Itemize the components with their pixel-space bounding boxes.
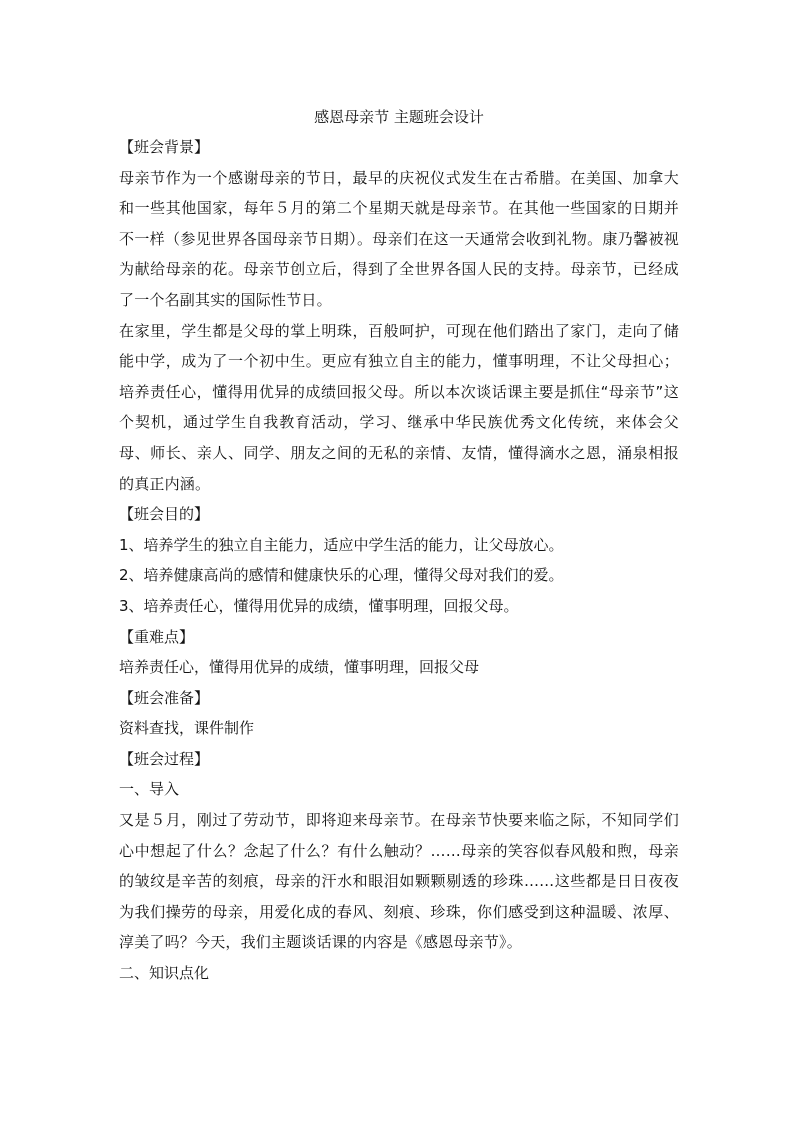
goal-item: 2、培养健康高尚的感情和健康快乐的心理，懂得父母对我们的爱。: [119, 566, 564, 585]
section-heading-key-points: 【重难点】: [119, 627, 195, 646]
subsection-heading-intro: 一、导入: [119, 780, 180, 799]
key-points-text: 培养责任心，懂得用优异的成绩，懂事明理，回报父母: [119, 658, 480, 677]
section-heading-background: 【班会背景】: [119, 138, 210, 156]
section-heading-process: 【班会过程】: [119, 749, 210, 768]
section-heading-preparation: 【班会准备】: [119, 688, 210, 707]
section-heading-goals: 【班会目的】: [119, 505, 210, 524]
background-paragraph-1: 母亲节作为一个感谢母亲的节日，最早的庆祝仪式发生在古希腊。在美国、加拿大和一些其他国家，每年５月的第二个星期天就是母亲节。在其他一些国家的日期并不一样（参见世界各国母亲节日期）。母亲们在这一天通常会收到礼物。康乃馨被视为献给母亲的花。母亲节创立后，得到了全世界各国人民的支持。母亲节，已经成了一个名副其实的国际性节日。: [119, 168, 679, 309]
document-title: 感恩母亲节 主题班会设计: [314, 108, 484, 126]
document-body: [119, 102, 679, 989]
intro-paragraph: 又是５月，刚过了劳动节，即将迎来母亲节。在母亲节快要来临之际，不知同学们心中想起了什么？念起了什么？有什么触动？……母亲的笑容似春风般和煦，母亲的皱纹是辛苦的刻痕，母亲的汗水和眼泪如颗颗剔透的珍珠……这些都是日日夜夜为我们操劳的母亲，用爱化成的春风、刻痕、珍珠，你们感受到这种温暖、浓厚、淳美了吗？今天，我们主题谈话课的内容是《感恩母亲节》。: [119, 811, 679, 952]
background-paragraph-2: 在家里，学生都是父母的掌上明珠，百般呵护，可现在他们踏出了家门，走向了储能中学，成为了一个初中生。更应有独立自主的能力，懂事明理，不让父母担心；培养责任心，懂得用优异的成绩回报父母。所以本次谈话课主要是抓住“母亲节”这个契机，通过学生自我教育活动，学习、继承中华民族优秀文化传统，来体会父母、师长、亲人、同学、朋友之间的无私的亲情、友情，懂得滴水之恩，涌泉相报的真正内涵。: [119, 321, 679, 493]
preparation-text: 资料查找，课件制作: [119, 719, 255, 738]
goal-item: 3、培养责任心，懂得用优异的成绩，懂事明理，回报父母。: [119, 596, 519, 615]
subsection-heading-knowledge: 二、知识点化: [119, 964, 210, 983]
goal-item: 1、培养学生的独立自主能力，适应中学生活的能力，让父母放心。: [119, 535, 564, 554]
